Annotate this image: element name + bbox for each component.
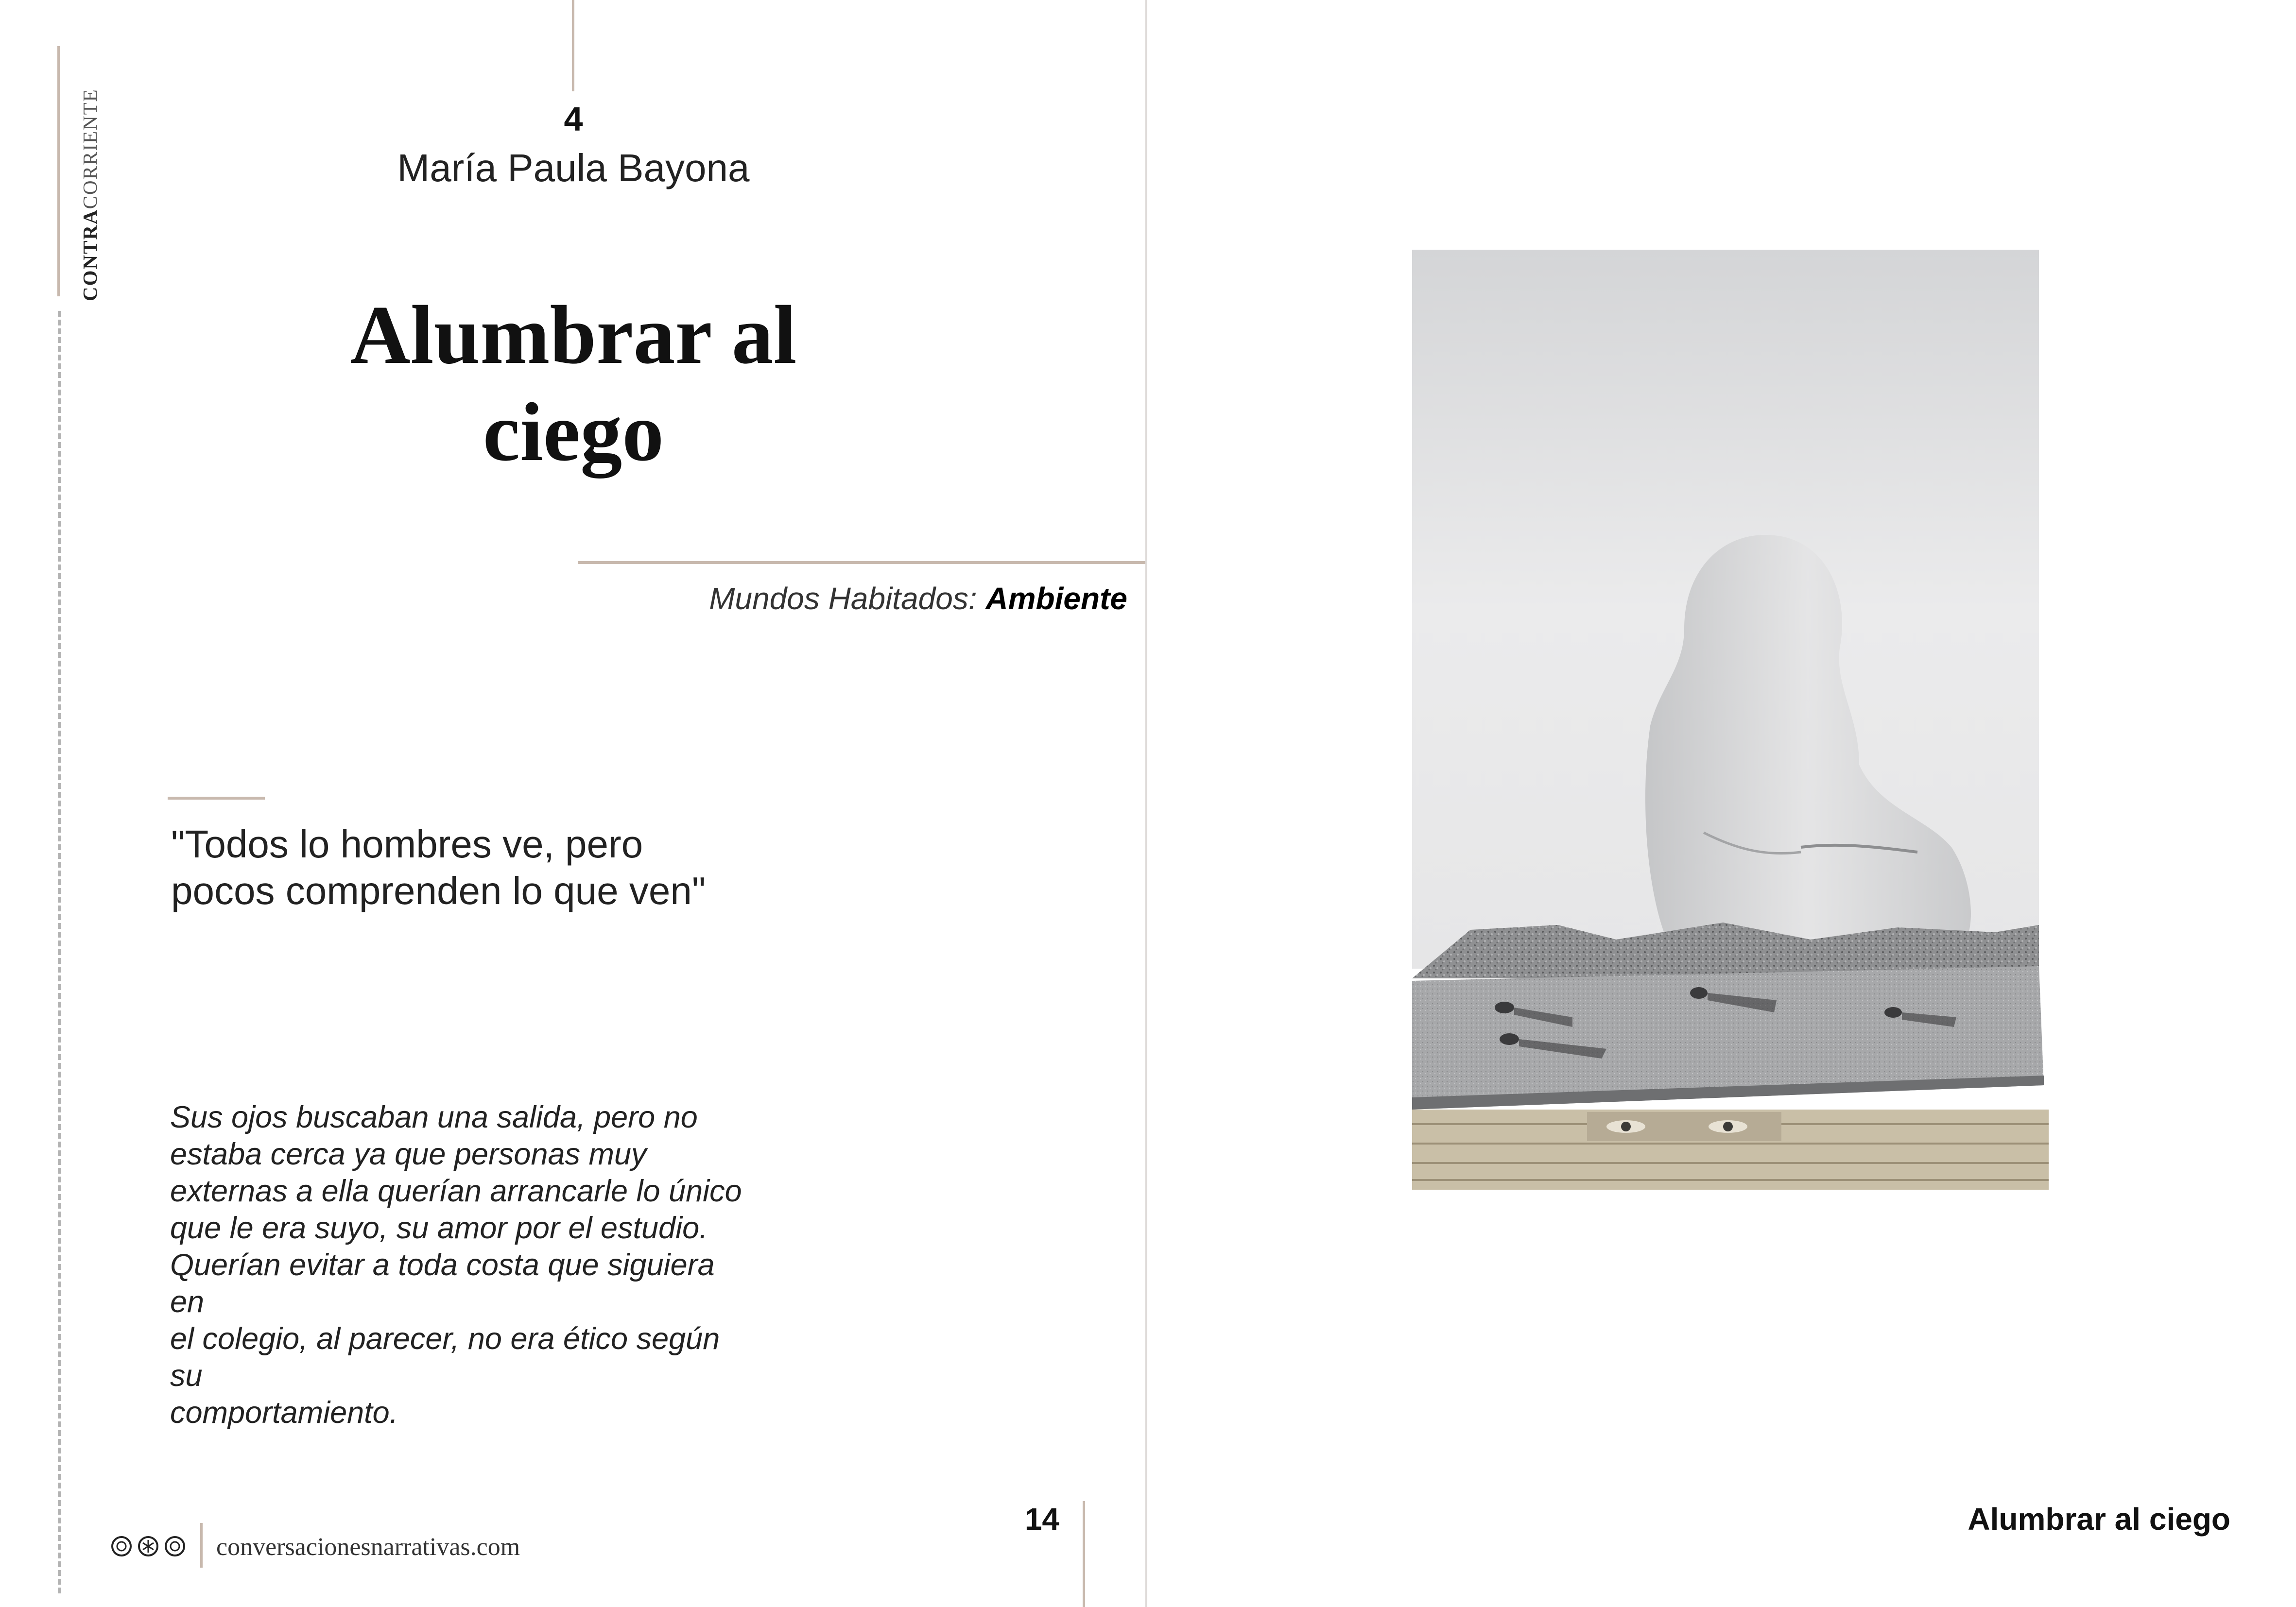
excerpt-line: el colegio, al parecer, no era ético según su — [170, 1322, 720, 1393]
section-name: Ambiente — [985, 581, 1127, 616]
excerpt-line: Sus ojos buscaban una salida, pero no — [170, 1100, 698, 1134]
page-number: 14 — [1024, 1502, 1059, 1537]
excerpt-line: estaba cerca ya que personas muy — [170, 1137, 647, 1171]
epigraph-quote — [171, 821, 754, 914]
excerpt-line: comportamiento. — [170, 1396, 398, 1430]
page-title — [282, 287, 865, 481]
section-label — [535, 581, 1127, 616]
running-title: Alumbrar al ciego — [1968, 1502, 2230, 1537]
brand-bold: CONTRA — [79, 209, 101, 301]
page-spine — [1145, 0, 1147, 1607]
author-name: María Paula Bayona — [397, 146, 750, 189]
epigraph-line: pocos comprenden lo que ven" — [171, 869, 706, 912]
story-excerpt — [170, 1099, 753, 1431]
quote-rule — [168, 797, 265, 800]
excerpt-line: Querían evitar a toda costa que siguiera en — [170, 1248, 715, 1319]
bottom-rule — [1083, 1501, 1085, 1607]
collage-illustration — [1412, 250, 2049, 1190]
brand-light: CORRIENTE — [79, 88, 101, 209]
top-rule — [572, 0, 574, 91]
title-line-2: ciego — [483, 386, 664, 479]
three-circles-logo-icon — [109, 1534, 187, 1558]
epigraph-line: "Todos lo hombres ve, pero — [171, 822, 643, 866]
title-rule — [578, 561, 1145, 564]
vertical-brand-label — [73, 58, 107, 301]
title-line-1: Alumbrar al — [350, 289, 797, 381]
margin-dashed-line — [58, 311, 61, 1593]
chapter-number: 4 — [564, 100, 583, 138]
section-prefix: Mundos Habitados: — [709, 581, 977, 616]
excerpt-line: que le era suyo, su amor por el estudio. — [170, 1211, 708, 1245]
website-link[interactable]: conversacionesnarrativas.com — [216, 1533, 520, 1561]
excerpt-line: externas a ella querían arrancarle lo único — [170, 1174, 742, 1208]
margin-accent-line — [57, 46, 60, 296]
footer-divider — [200, 1523, 203, 1568]
